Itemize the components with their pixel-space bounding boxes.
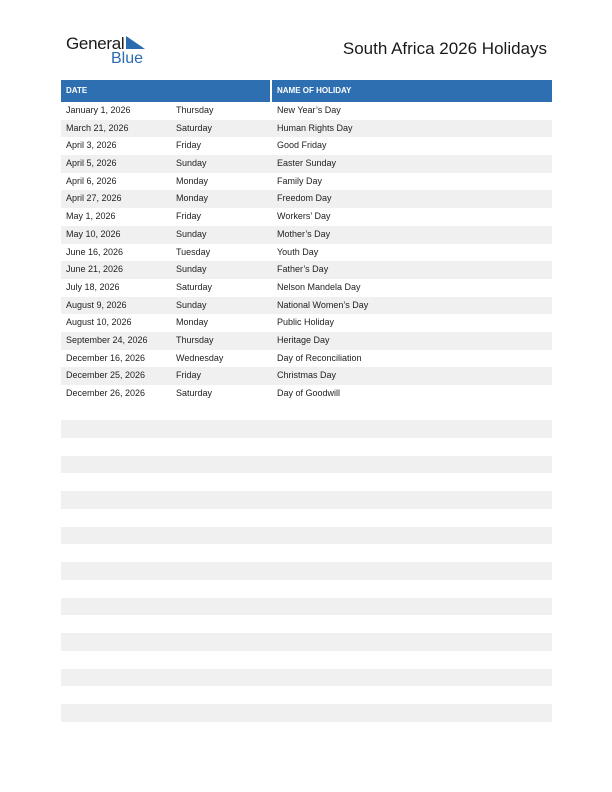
table-row xyxy=(61,137,552,155)
logo-text-blue: Blue xyxy=(111,50,144,67)
empty-row xyxy=(61,456,552,474)
column-divider xyxy=(270,80,272,102)
holiday-name: National Women’s Day xyxy=(277,299,369,310)
holiday-date: June 21, 2026 xyxy=(66,264,124,275)
table-row xyxy=(61,332,552,350)
holiday-date: September 24, 2026 xyxy=(66,334,148,345)
holiday-date: June 16, 2026 xyxy=(66,246,124,257)
table-row xyxy=(61,385,552,403)
table-row xyxy=(61,208,552,226)
holiday-date: April 5, 2026 xyxy=(66,158,117,169)
holiday-name: Day of Reconciliation xyxy=(277,352,362,363)
holiday-name: Father’s Day xyxy=(277,264,329,275)
holiday-date: March 21, 2026 xyxy=(66,122,129,133)
holiday-weekday: Thursday xyxy=(176,105,214,115)
empty-row xyxy=(61,633,552,651)
holiday-name: Easter Sunday xyxy=(277,158,337,169)
holiday-weekday: Friday xyxy=(176,370,202,381)
holiday-weekday: Thursday xyxy=(176,334,214,345)
empty-row xyxy=(61,669,552,687)
holiday-weekday: Friday xyxy=(176,211,202,222)
holiday-date: December 16, 2026 xyxy=(66,352,146,363)
holiday-name: Family Day xyxy=(277,175,323,186)
holiday-weekday: Saturday xyxy=(176,388,213,398)
holiday-weekday: Monday xyxy=(176,193,209,204)
empty-row xyxy=(61,491,552,509)
holiday-date: April 27, 2026 xyxy=(66,193,122,204)
holiday-weekday: Friday xyxy=(176,140,202,151)
holiday-date: August 10, 2026 xyxy=(66,317,132,328)
holiday-weekday: Sunday xyxy=(176,158,207,169)
holiday-weekday: Tuesday xyxy=(176,246,211,257)
holiday-date: August 9, 2026 xyxy=(66,299,127,310)
holiday-name: Human Rights Day xyxy=(277,122,353,133)
holiday-date: December 26, 2026 xyxy=(66,388,146,398)
table-row xyxy=(61,261,552,279)
holiday-weekday: Sunday xyxy=(176,299,207,310)
holiday-weekday: Sunday xyxy=(176,264,207,275)
holiday-weekday: Sunday xyxy=(176,228,207,239)
holiday-date: April 6, 2026 xyxy=(66,175,117,186)
holiday-name: Heritage Day xyxy=(277,334,330,345)
empty-row xyxy=(61,598,552,616)
holiday-name: Day of Goodwill xyxy=(277,388,341,398)
holiday-name: Workers’ Day xyxy=(277,211,331,222)
holiday-name: New Year’s Day xyxy=(277,105,341,115)
holiday-name: Mother’s Day xyxy=(277,228,331,239)
table-row xyxy=(61,279,552,297)
table-row xyxy=(61,155,552,173)
holiday-name: Christmas Day xyxy=(277,370,337,381)
holiday-date: May 10, 2026 xyxy=(66,228,121,239)
holiday-name: Nelson Mandela Day xyxy=(277,281,361,292)
empty-row xyxy=(61,704,552,722)
table-header xyxy=(61,80,552,102)
holiday-weekday: Monday xyxy=(176,317,209,328)
column-header-date: DATE xyxy=(66,86,88,95)
holiday-table xyxy=(61,80,552,403)
holiday-name: Freedom Day xyxy=(277,193,332,204)
empty-row xyxy=(61,420,552,438)
holiday-name: Youth Day xyxy=(277,246,319,257)
holiday-weekday: Monday xyxy=(176,175,209,186)
table-row xyxy=(61,244,552,262)
holiday-date: April 3, 2026 xyxy=(66,140,117,151)
holiday-name: Public Holiday xyxy=(277,317,335,328)
logo-triangle-icon xyxy=(123,36,145,50)
empty-row xyxy=(61,562,552,580)
holiday-weekday: Wednesday xyxy=(176,352,224,363)
table-row xyxy=(61,350,552,368)
table-row xyxy=(61,120,552,138)
table-row xyxy=(61,190,552,208)
table-row xyxy=(61,367,552,385)
page-title: South Africa 2026 Holidays xyxy=(342,39,547,58)
holiday-weekday: Saturday xyxy=(176,122,213,133)
generalblue-logo xyxy=(66,34,156,68)
column-header-holiday-name: NAME OF HOLIDAY xyxy=(277,86,352,95)
holiday-date: December 25, 2026 xyxy=(66,370,146,381)
holiday-weekday: Saturday xyxy=(176,281,213,292)
holiday-name: Good Friday xyxy=(277,140,327,151)
table-row xyxy=(61,173,552,191)
table-row xyxy=(61,226,552,244)
holiday-date: July 18, 2026 xyxy=(66,281,120,292)
empty-row xyxy=(61,527,552,545)
table-body xyxy=(61,102,552,403)
table-row xyxy=(61,102,552,120)
holiday-date: May 1, 2026 xyxy=(66,211,116,222)
table-row xyxy=(61,297,552,315)
holiday-date: January 1, 2026 xyxy=(66,105,131,115)
logo-text-general: General xyxy=(66,34,125,53)
table-row xyxy=(61,314,552,332)
